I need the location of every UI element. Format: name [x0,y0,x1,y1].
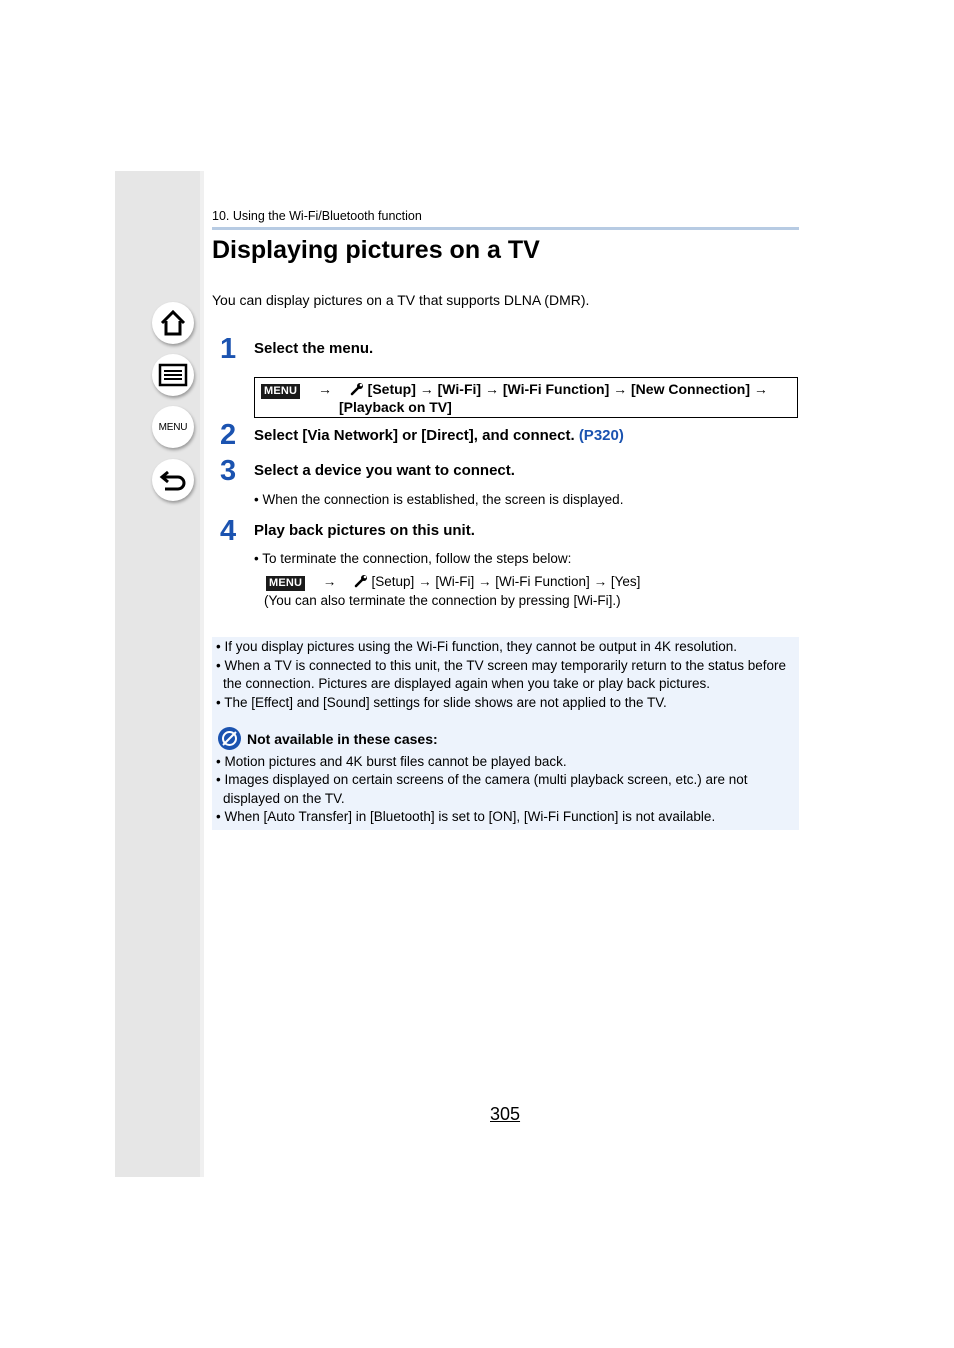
step-number: 1 [220,333,237,365]
menu-badge: MENU [266,576,305,591]
list-item: • When [Auto Transfer] in [Bluetooth] is set to [ON], [Wi-Fi Function] is not available. [216,809,716,824]
menu-path-line [261,381,768,399]
menu-button[interactable] [152,406,194,448]
sidebar-edge [200,171,204,1177]
step-text: Play back pictures on this unit. [254,522,475,539]
step-number: 4 [220,515,237,547]
arrow: → [317,381,332,397]
not-available-title: Not available in these cases: [247,731,438,747]
home-icon [159,309,187,337]
menu-badge: MENU [261,384,300,399]
home-button[interactable] [152,302,194,344]
list-item-continuation: the connection. Pictures are displayed again when you take or play back pictures. [223,676,711,691]
menu-path-line-2: [Playback on TV] [339,399,452,415]
list-item: • The [Effect] and [Sound] settings for slide shows are not applied to the TV. [216,695,667,710]
list-item: • If you display pictures using the Wi-Fi function, they cannot be output in 4K resolution. [216,639,738,654]
page-title: Displaying pictures on a TV [212,236,540,264]
step-text-row [254,427,624,444]
list-item: • Images displayed on certain screens of the camera (multi playback screen, etc.) are not [216,772,748,787]
section-label: 10. Using the Wi-Fi/Bluetooth function [212,209,422,223]
list-item: • When the connection is established, the screen is displayed. [254,492,624,507]
menu-path-box [254,377,798,418]
page-number: 305 [490,1104,521,1124]
step-text: Select [Via Network] or [Direct], and connect. [254,427,575,444]
step-text: Select a device you want to connect. [254,462,515,479]
menu-path-text: [Setup] → [Wi-Fi] → [Wi-Fi Function] → [New Connection] → [367,381,768,397]
list-item: • When a TV is connected to this unit, the TV screen may temporarily return to the status before [216,658,787,673]
contents-button[interactable] [152,354,194,396]
arrow: → [322,574,337,589]
section-divider [212,227,799,230]
list-item-continuation: displayed on the TV. [223,791,345,806]
terminate-path-text: [Setup] → [Wi-Fi] → [Wi-Fi Function] → [Yes] [371,574,641,589]
not-available-icon [217,726,242,751]
step-number: 2 [220,419,237,451]
list-icon [158,363,188,387]
step-text: Select the menu. [254,340,374,357]
list-item: • Motion pictures and 4K burst files cannot be played back. [216,754,567,769]
notes-box [212,637,799,830]
terminate-note: (You can also terminate the connection by pressing [Wi-Fi].) [264,593,621,608]
step-number: 3 [220,455,237,487]
wrench-icon [354,574,368,588]
back-button[interactable] [152,459,194,501]
wrench-icon [350,382,364,396]
list-item: • To terminate the connection, follow the steps below: [254,551,572,566]
intro-text: You can display pictures on a TV that supports DLNA (DMR). [212,292,590,308]
terminate-path [266,574,640,591]
page-reference-link[interactable]: (P320) [578,427,624,444]
back-arrow-icon [159,466,187,494]
menu-label: MENU [158,421,188,433]
